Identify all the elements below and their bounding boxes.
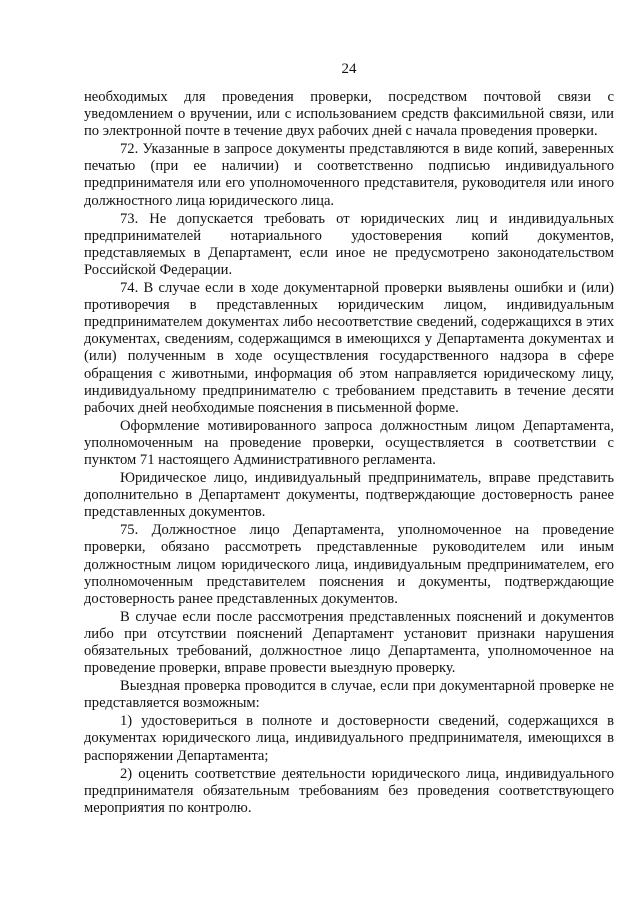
list-item-1: 1) удостовериться в полноте и достоверности сведений, содержащихся в документах юридического лица, индивидуального предпринимателя, имеющихся в распоряжении Департамента; (84, 713, 614, 764)
document-body (84, 89, 614, 817)
paragraph-violation-signs: В случае если после рассмотрения представленных пояснений и документов либо при отсутствии пояснений Департамент установит признаки нарушения обязательных требований, должностное лицо Департамента, уполномоченное на проведение проверки, вправе провести выездную проверку. (84, 608, 614, 677)
paragraph-additional-documents: Юридическое лицо, индивидуальный предприниматель, вправе представить дополнительно в Департамент документы, подтверждающие достоверность ранее представленных документов. (84, 470, 614, 521)
page-number: 24 (341, 61, 357, 77)
paragraph-continuation: необходимых для проведения проверки, посредством почтовой связи с уведомлением о вручении, или с использованием средств факсимильной связи, или по электронной почте в течение двух рабочих дней с начала проведения проверки. (84, 89, 614, 140)
paragraph-item-74: 74. В случае если в ходе документарной проверки выявлены ошибки и (или) противоречия в представленных юридическим лицом, индивидуальным предпринимателем документах либо несоответствие сведений, содержащихся в этих документах, сведениям, содержащимся в имеющихся у Департамента документах и (или) полученным в ходе осуществления государственного надзора в сфере обращения с животными, информация об этом направляется юридическому лицу, индивидуальному предпринимателю с требованием представить в течение десяти рабочих дней необходимые пояснения в письменной форме. (84, 280, 614, 416)
paragraph-item-72: 72. Указанные в запросе документы представляются в виде копий, заверенных печатью (при ее наличии) и соответственно подписью индивидуального предпринимателя или его уполномоченного представителя, руководителя или иного должностного лица юридического лица. (84, 141, 614, 209)
paragraph-item-75: 75. Должностное лицо Департамента, уполномоченное на проведение проверки, обязано рассмотреть представленные руководителем или иным должностным лицом юридического лица, индивидуальным предпринимателем, его уполномоченным представителем пояснения и документы, подтверждающие достоверность ранее представленных документов. (84, 522, 614, 607)
list-item-2: 2) оценить соответствие деятельности юридического лица, индивидуального предпринимателя обязательным требованиям без проведения соответствующего мероприятия по контролю. (84, 765, 614, 816)
paragraph-request-formation: Оформление мотивированного запроса должностным лицом Департамента, уполномоченным на проведение проверки, осуществляется в соответствии с пунктом 71 настоящего Административного регламента. (84, 417, 614, 468)
paragraph-onsite-inspection: Выездная проверка проводится в случае, если при документарной проверке не представляется возможным: (84, 678, 614, 712)
paragraph-item-73: 73. Не допускается требовать от юридических лиц и индивидуальных предпринимателей нотариального удостоверения копий документов, представляемых в Департамент, если иное не предусмотрено законодательством Российской Федерации. (84, 210, 614, 278)
